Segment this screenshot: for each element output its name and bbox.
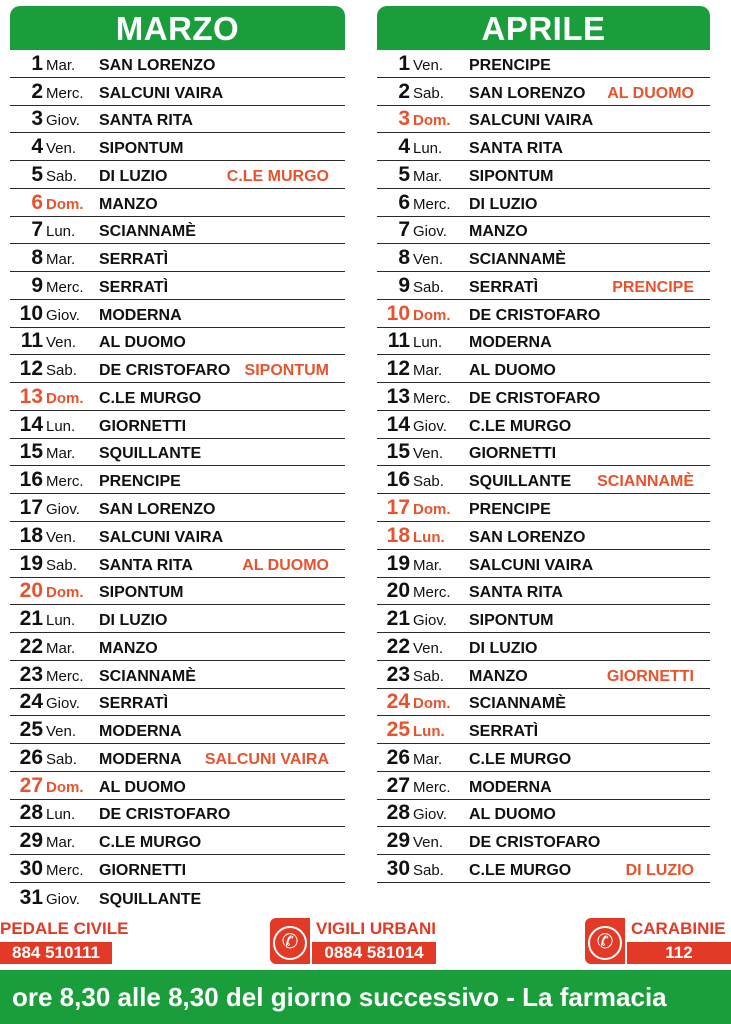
weekday-label: Merc. <box>46 84 84 102</box>
weekday-label: Merc. <box>46 861 84 879</box>
weekday-label: Dom. <box>46 195 84 213</box>
day-number: 31 <box>19 885 43 909</box>
day-row <box>10 689 345 717</box>
pharmacy-name: SANTA RITA <box>469 140 563 158</box>
vigili-number: 0884 581014 <box>312 942 436 964</box>
day-row <box>10 605 345 633</box>
weekday-label: Sab. <box>46 167 77 185</box>
weekday-label: Giov. <box>46 112 80 130</box>
day-row <box>377 661 710 689</box>
pharmacy-name: SIPONTUM <box>469 167 554 185</box>
day-row <box>377 633 710 661</box>
day-number: 17 <box>386 496 410 520</box>
pharmacy-name: SERRATÌ <box>469 278 539 296</box>
weekday-label: Ven. <box>413 639 444 657</box>
weekday-label: Mar. <box>46 56 76 74</box>
day-row <box>10 133 345 161</box>
weekday-label: Lun. <box>46 223 76 241</box>
day-row <box>377 272 710 300</box>
phone-icon: ✆ <box>585 918 625 964</box>
pharmacy-name: SERRATÌ <box>469 723 539 741</box>
weekday-label: Dom. <box>413 112 451 130</box>
day-number: 9 <box>31 273 43 297</box>
day-number: 23 <box>386 662 410 686</box>
pharmacy-name: SAN LORENZO <box>99 501 216 519</box>
day-number: 12 <box>386 357 410 381</box>
pharmacy-name: C.LE MURGO <box>469 417 572 435</box>
weekday-label: Dom. <box>413 501 451 519</box>
weekday-label: Mar. <box>46 251 76 269</box>
alternate-pharmacy: C.LE MURGO <box>226 167 329 185</box>
pharmacy-name: C.LE MURGO <box>99 389 202 407</box>
pharmacy-name: AL DUOMO <box>469 362 556 380</box>
weekday-label: Dom. <box>46 778 84 796</box>
day-number: 5 <box>31 162 43 186</box>
weekday-label: Giov. <box>413 806 447 824</box>
footer-banner <box>0 970 731 1024</box>
day-number: 3 <box>31 107 43 131</box>
day-row <box>377 827 710 855</box>
day-number: 1 <box>31 51 43 75</box>
weekday-label: Giov. <box>46 306 80 324</box>
day-number: 4 <box>31 135 43 159</box>
weekday-label: Giov. <box>413 612 447 630</box>
weekday-label: Lun. <box>46 417 76 435</box>
day-row <box>377 522 710 550</box>
day-row <box>10 161 345 189</box>
ospedale-number: 884 510111 <box>0 942 112 964</box>
pharmacy-name: SIPONTUM <box>99 584 184 602</box>
day-row <box>10 78 345 106</box>
alternate-pharmacy: DI LUZIO <box>625 861 694 879</box>
day-number: 19 <box>19 551 43 575</box>
weekday-label: Mar. <box>46 445 76 463</box>
pharmacy-name: SALCUNI VAIRA <box>469 556 594 574</box>
day-row <box>10 106 345 134</box>
day-number: 18 <box>386 523 410 547</box>
weekday-label: Sab. <box>413 84 444 102</box>
weekday-label: Sab. <box>413 473 444 491</box>
day-number: 30 <box>386 856 410 880</box>
carabinieri-number: 112 <box>627 942 731 964</box>
month-marzo <box>10 6 345 911</box>
alternate-pharmacy: AL DUOMO <box>242 556 329 574</box>
pharmacy-name: MANZO <box>99 195 158 213</box>
day-number: 9 <box>398 273 410 297</box>
weekday-label: Dom. <box>46 584 84 602</box>
day-number: 14 <box>19 412 43 436</box>
day-number: 27 <box>19 773 43 797</box>
day-number: 11 <box>20 329 43 353</box>
day-number: 21 <box>19 607 43 631</box>
pharmacy-name: DI LUZIO <box>469 195 538 213</box>
weekday-label: Giov. <box>46 501 80 519</box>
pharmacy-name: GIORNETTI <box>99 861 187 879</box>
pharmacy-name: MODERNA <box>99 306 182 324</box>
day-row <box>377 189 710 217</box>
weekday-label: Ven. <box>46 140 77 158</box>
day-row <box>10 355 345 383</box>
weekday-label: Ven. <box>413 251 444 269</box>
day-number: 15 <box>19 440 43 464</box>
day-row <box>377 744 710 772</box>
day-row <box>377 244 710 272</box>
pharmacy-name: SCIANNAMÈ <box>469 695 566 713</box>
day-row <box>377 578 710 606</box>
weekday-label: Lun. <box>413 723 445 741</box>
day-number: 19 <box>386 551 410 575</box>
day-number: 16 <box>386 468 410 492</box>
day-number: 24 <box>19 690 43 714</box>
month-title: APRILE <box>377 6 710 50</box>
day-number: 30 <box>19 856 43 880</box>
weekday-label: Lun. <box>46 806 76 824</box>
alternate-pharmacy: SALCUNI VAIRA <box>204 750 329 768</box>
day-row <box>377 161 710 189</box>
pharmacy-name: SAN LORENZO <box>469 528 586 546</box>
pharmacy-name: PRENCIPE <box>469 56 551 74</box>
weekday-label: Ven. <box>46 334 77 352</box>
pharmacy-name: C.LE MURGO <box>469 861 572 879</box>
weekday-label: Sab. <box>413 278 444 296</box>
day-number: 6 <box>31 190 43 214</box>
day-number: 8 <box>398 246 410 270</box>
pharmacy-name: SANTA RITA <box>99 556 193 574</box>
day-number: 8 <box>31 246 43 270</box>
day-row <box>377 494 710 522</box>
weekday-label: Mar. <box>413 750 443 768</box>
phone-icon: ✆ <box>270 918 310 964</box>
day-number: 17 <box>19 496 43 520</box>
weekday-label: Giov. <box>413 223 447 241</box>
day-row <box>377 411 710 439</box>
day-number: 25 <box>19 718 43 742</box>
weekday-label: Lun. <box>413 334 443 352</box>
weekday-label: Dom. <box>413 306 451 324</box>
weekday-label: Ven. <box>413 834 444 852</box>
day-row <box>10 272 345 300</box>
pharmacy-name: MODERNA <box>469 778 552 796</box>
day-row <box>10 772 345 800</box>
pharmacy-name: DE CRISTOFARO <box>99 362 231 380</box>
weekday-label: Lun. <box>413 528 445 546</box>
weekday-label: Merc. <box>46 278 84 296</box>
pharmacy-name: SIPONTUM <box>469 612 554 630</box>
pharmacy-name: DI LUZIO <box>99 167 168 185</box>
carabinieri-contact <box>585 918 731 964</box>
day-row <box>377 300 710 328</box>
day-number: 6 <box>398 190 410 214</box>
vigili-contact <box>270 918 436 964</box>
pharmacy-name: SERRATÌ <box>99 278 169 296</box>
pharmacy-name: SAN LORENZO <box>469 84 586 102</box>
day-row <box>10 633 345 661</box>
day-number: 25 <box>386 718 410 742</box>
pharmacy-name: SERRATÌ <box>99 695 169 713</box>
pharmacy-name: SANTA RITA <box>99 112 193 130</box>
weekday-label: Dom. <box>46 389 84 407</box>
pharmacy-name: MANZO <box>469 223 528 241</box>
pharmacy-name: SIPONTUM <box>99 140 184 158</box>
pharmacy-name: SANTA RITA <box>469 584 563 602</box>
weekday-label: Sab. <box>413 861 444 879</box>
pharmacy-name: PRENCIPE <box>469 501 551 519</box>
weekday-label: Mar. <box>46 834 76 852</box>
month-title: MARZO <box>10 6 345 50</box>
day-row <box>377 439 710 467</box>
pharmacy-name: SQUILLANTE <box>99 445 202 463</box>
pharmacy-name: SCIANNAMÈ <box>469 251 566 269</box>
day-number: 22 <box>19 634 43 658</box>
day-number: 20 <box>19 579 43 603</box>
pharmacy-name: C.LE MURGO <box>99 834 202 852</box>
day-number: 12 <box>19 357 43 381</box>
day-number: 22 <box>386 634 410 658</box>
day-row <box>10 800 345 828</box>
day-row <box>10 466 345 494</box>
day-row <box>10 855 345 883</box>
day-row <box>10 244 345 272</box>
day-number: 28 <box>386 801 410 825</box>
day-row <box>377 772 710 800</box>
alternate-pharmacy: SIPONTUM <box>244 362 329 380</box>
day-row <box>377 550 710 578</box>
pharmacy-name: DE CRISTOFARO <box>469 389 601 407</box>
day-number: 2 <box>31 79 43 103</box>
weekday-label: Ven. <box>413 56 444 74</box>
day-number: 3 <box>398 107 410 131</box>
day-row <box>10 300 345 328</box>
day-number: 10 <box>19 301 43 325</box>
day-row <box>10 189 345 217</box>
pharmacy-name: C.LE MURGO <box>469 750 572 768</box>
day-number: 1 <box>398 51 410 75</box>
footer-text: ore 8,30 alle 8,30 del giorno successivo - La farmacia <box>12 982 667 1012</box>
day-row <box>10 217 345 245</box>
ospedale-label: PEDALE CIVILE <box>0 919 129 938</box>
day-number: 13 <box>19 384 43 408</box>
day-row <box>377 328 710 356</box>
day-number: 10 <box>386 301 410 325</box>
day-row <box>10 411 345 439</box>
weekday-label: Mar. <box>413 556 443 574</box>
day-number: 14 <box>386 412 410 436</box>
pharmacy-name: SALCUNI VAIRA <box>99 84 224 102</box>
pharmacy-name: SQUILLANTE <box>469 473 572 491</box>
day-number: 2 <box>398 79 410 103</box>
day-row <box>377 855 710 883</box>
pharmacy-name: SQUILLANTE <box>99 890 202 908</box>
weekday-label: Giov. <box>413 417 447 435</box>
pharmacy-name: AL DUOMO <box>469 806 556 824</box>
weekday-label: Sab. <box>46 556 77 574</box>
carabinieri-label: CARABINIE <box>631 919 726 938</box>
weekday-label: Giov. <box>46 695 80 713</box>
weekday-label: Lun. <box>413 140 443 158</box>
day-number: 26 <box>19 745 43 769</box>
day-row <box>10 50 345 78</box>
day-number: 27 <box>386 773 410 797</box>
pharmacy-name: SAN LORENZO <box>99 56 216 74</box>
day-number: 23 <box>19 662 43 686</box>
pharmacy-name: SERRATÌ <box>99 251 169 269</box>
day-number: 4 <box>398 135 410 159</box>
day-number: 16 <box>19 468 43 492</box>
day-row <box>10 522 345 550</box>
weekday-label: Ven. <box>46 723 77 741</box>
day-row <box>377 133 710 161</box>
day-number: 18 <box>19 523 43 547</box>
pharmacy-name: SCIANNAMÈ <box>99 667 196 685</box>
pharmacy-name: GIORNETTI <box>99 417 187 435</box>
day-row <box>10 716 345 744</box>
weekday-label: Merc. <box>413 389 451 407</box>
pharmacy-name: DE CRISTOFARO <box>469 834 601 852</box>
weekday-label: Sab. <box>46 362 77 380</box>
pharmacy-name: MANZO <box>469 667 528 685</box>
day-row <box>10 328 345 356</box>
day-number: 29 <box>386 829 410 853</box>
weekday-label: Lun. <box>46 612 76 630</box>
pharmacy-name: SCIANNAMÈ <box>99 223 196 241</box>
pharmacy-name: DE CRISTOFARO <box>469 306 601 324</box>
day-row <box>377 50 710 78</box>
pharmacy-name: MODERNA <box>469 334 552 352</box>
weekday-label: Ven. <box>413 445 444 463</box>
weekday-label: Merc. <box>46 473 84 491</box>
day-row <box>10 744 345 772</box>
weekday-label: Merc. <box>413 195 451 213</box>
day-number: 7 <box>31 218 43 242</box>
pharmacy-name: MODERNA <box>99 750 182 768</box>
day-row <box>377 106 710 134</box>
day-number: 7 <box>398 218 410 242</box>
pharmacy-name: MODERNA <box>99 723 182 741</box>
alternate-pharmacy: AL DUOMO <box>607 84 694 102</box>
day-number: 29 <box>19 829 43 853</box>
weekday-label: Mar. <box>46 639 76 657</box>
day-row <box>377 466 710 494</box>
pharmacy-name: AL DUOMO <box>99 778 186 796</box>
day-row <box>10 661 345 689</box>
day-number: 21 <box>386 607 410 631</box>
alternate-pharmacy: PRENCIPE <box>612 278 694 296</box>
day-row <box>377 689 710 717</box>
day-row <box>377 78 710 106</box>
weekday-label: Giov. <box>46 890 80 908</box>
alternate-pharmacy: GIORNETTI <box>606 667 694 685</box>
vigili-label: VIGILI URBANI <box>316 919 436 938</box>
day-row <box>10 578 345 606</box>
day-number: 15 <box>386 440 410 464</box>
day-row <box>377 800 710 828</box>
pharmacy-name: GIORNETTI <box>469 445 557 463</box>
weekday-label: Dom. <box>413 695 451 713</box>
day-row <box>377 716 710 744</box>
day-row <box>377 605 710 633</box>
weekday-label: Mar. <box>413 362 443 380</box>
day-row <box>377 383 710 411</box>
weekday-label: Sab. <box>46 750 77 768</box>
day-number: 26 <box>386 745 410 769</box>
pharmacy-name: SALCUNI VAIRA <box>469 112 594 130</box>
weekday-label: Merc. <box>46 667 84 685</box>
day-row <box>10 550 345 578</box>
pharmacy-name: DI LUZIO <box>99 612 168 630</box>
weekday-label: Ven. <box>46 528 77 546</box>
weekday-label: Merc. <box>413 584 451 602</box>
day-row <box>10 383 345 411</box>
weekday-label: Sab. <box>413 667 444 685</box>
pharmacy-name: MANZO <box>99 639 158 657</box>
day-list <box>10 50 345 911</box>
alternate-pharmacy: SCIANNAMÈ <box>597 473 694 491</box>
day-row <box>377 355 710 383</box>
day-row <box>10 827 345 855</box>
day-number: 28 <box>19 801 43 825</box>
day-number: 13 <box>386 384 410 408</box>
day-number: 20 <box>386 579 410 603</box>
ospedale-contact <box>0 918 129 964</box>
month-aprile <box>377 6 710 883</box>
day-row <box>377 217 710 245</box>
day-number: 5 <box>398 162 410 186</box>
pharmacy-name: AL DUOMO <box>99 334 186 352</box>
weekday-label: Merc. <box>413 778 451 796</box>
day-row <box>10 883 345 911</box>
weekday-label: Mar. <box>413 167 443 185</box>
day-row <box>10 439 345 467</box>
day-number: 24 <box>386 690 410 714</box>
pharmacy-name: SALCUNI VAIRA <box>99 528 224 546</box>
pharmacy-name: PRENCIPE <box>99 473 181 491</box>
day-list <box>377 50 710 883</box>
pharmacy-name: DI LUZIO <box>469 639 538 657</box>
pharmacy-name: DE CRISTOFARO <box>99 806 231 824</box>
day-row <box>10 494 345 522</box>
day-number: 11 <box>387 329 410 353</box>
